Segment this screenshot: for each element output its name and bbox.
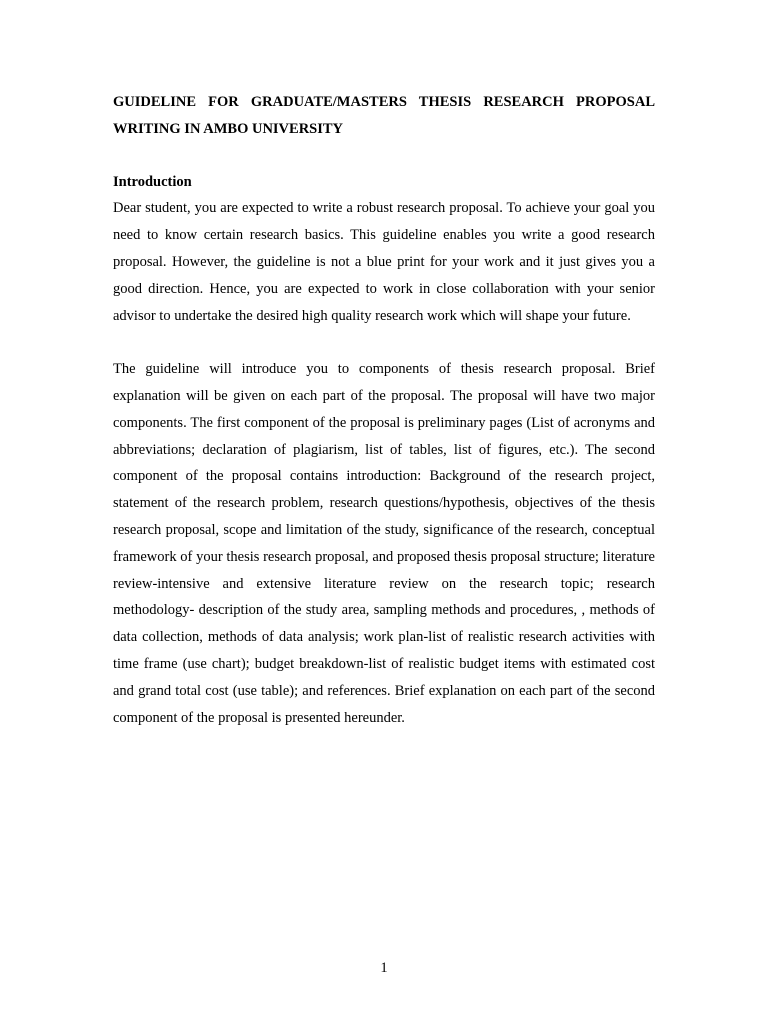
page-content [113,89,655,731]
paragraph: The guideline will introduce you to components of thesis research proposal. Brief explanation will be given on each part of the proposal. The proposal will have two major components. The first component of the proposal is preliminary pages (List of acronyms and abbreviations; declaration of plagiarism, list of tables, list of figures, etc.). The second component of the proposal contains introduction: Background of the research project, statement of the research problem, research questions/hypothesis, objectives of the thesis research proposal, scope and limitation of the study, significance of the research, conceptual framework of your thesis research proposal, and proposed thesis proposal structure; literature review-intensive and extensive literature review on the research topic; research methodology- description of the study area, sampling methods and procedures, , methods of data collection, methods of data analysis; work plan-list of realistic research activities with time frame (use chart); budget breakdown-list of realistic budget items with estimated cost and grand total cost (use table); and references. Brief explanation on each part of the second component of the proposal is presented hereunder. [113,361,655,726]
paragraph: Dear student, you are expected to write a robust research proposal. To achieve your goal you need to know certain research basics. This guideline enables you write a good research proposal. However, the guideline is not a blue print for your work and it just gives you a good direction. Hence, you are expected to work in close collaboration with your senior advisor to undertake the desired high quality research work which will shape your future. [113,200,655,324]
section-heading-introduction: Introduction [113,173,192,190]
page-number: 1 [380,960,388,976]
document-title: GUIDELINE FOR GRADUATE/MASTERS THESIS RESEARCH PROPOSAL WRITING IN AMBO UNIVERSITY [113,94,655,137]
